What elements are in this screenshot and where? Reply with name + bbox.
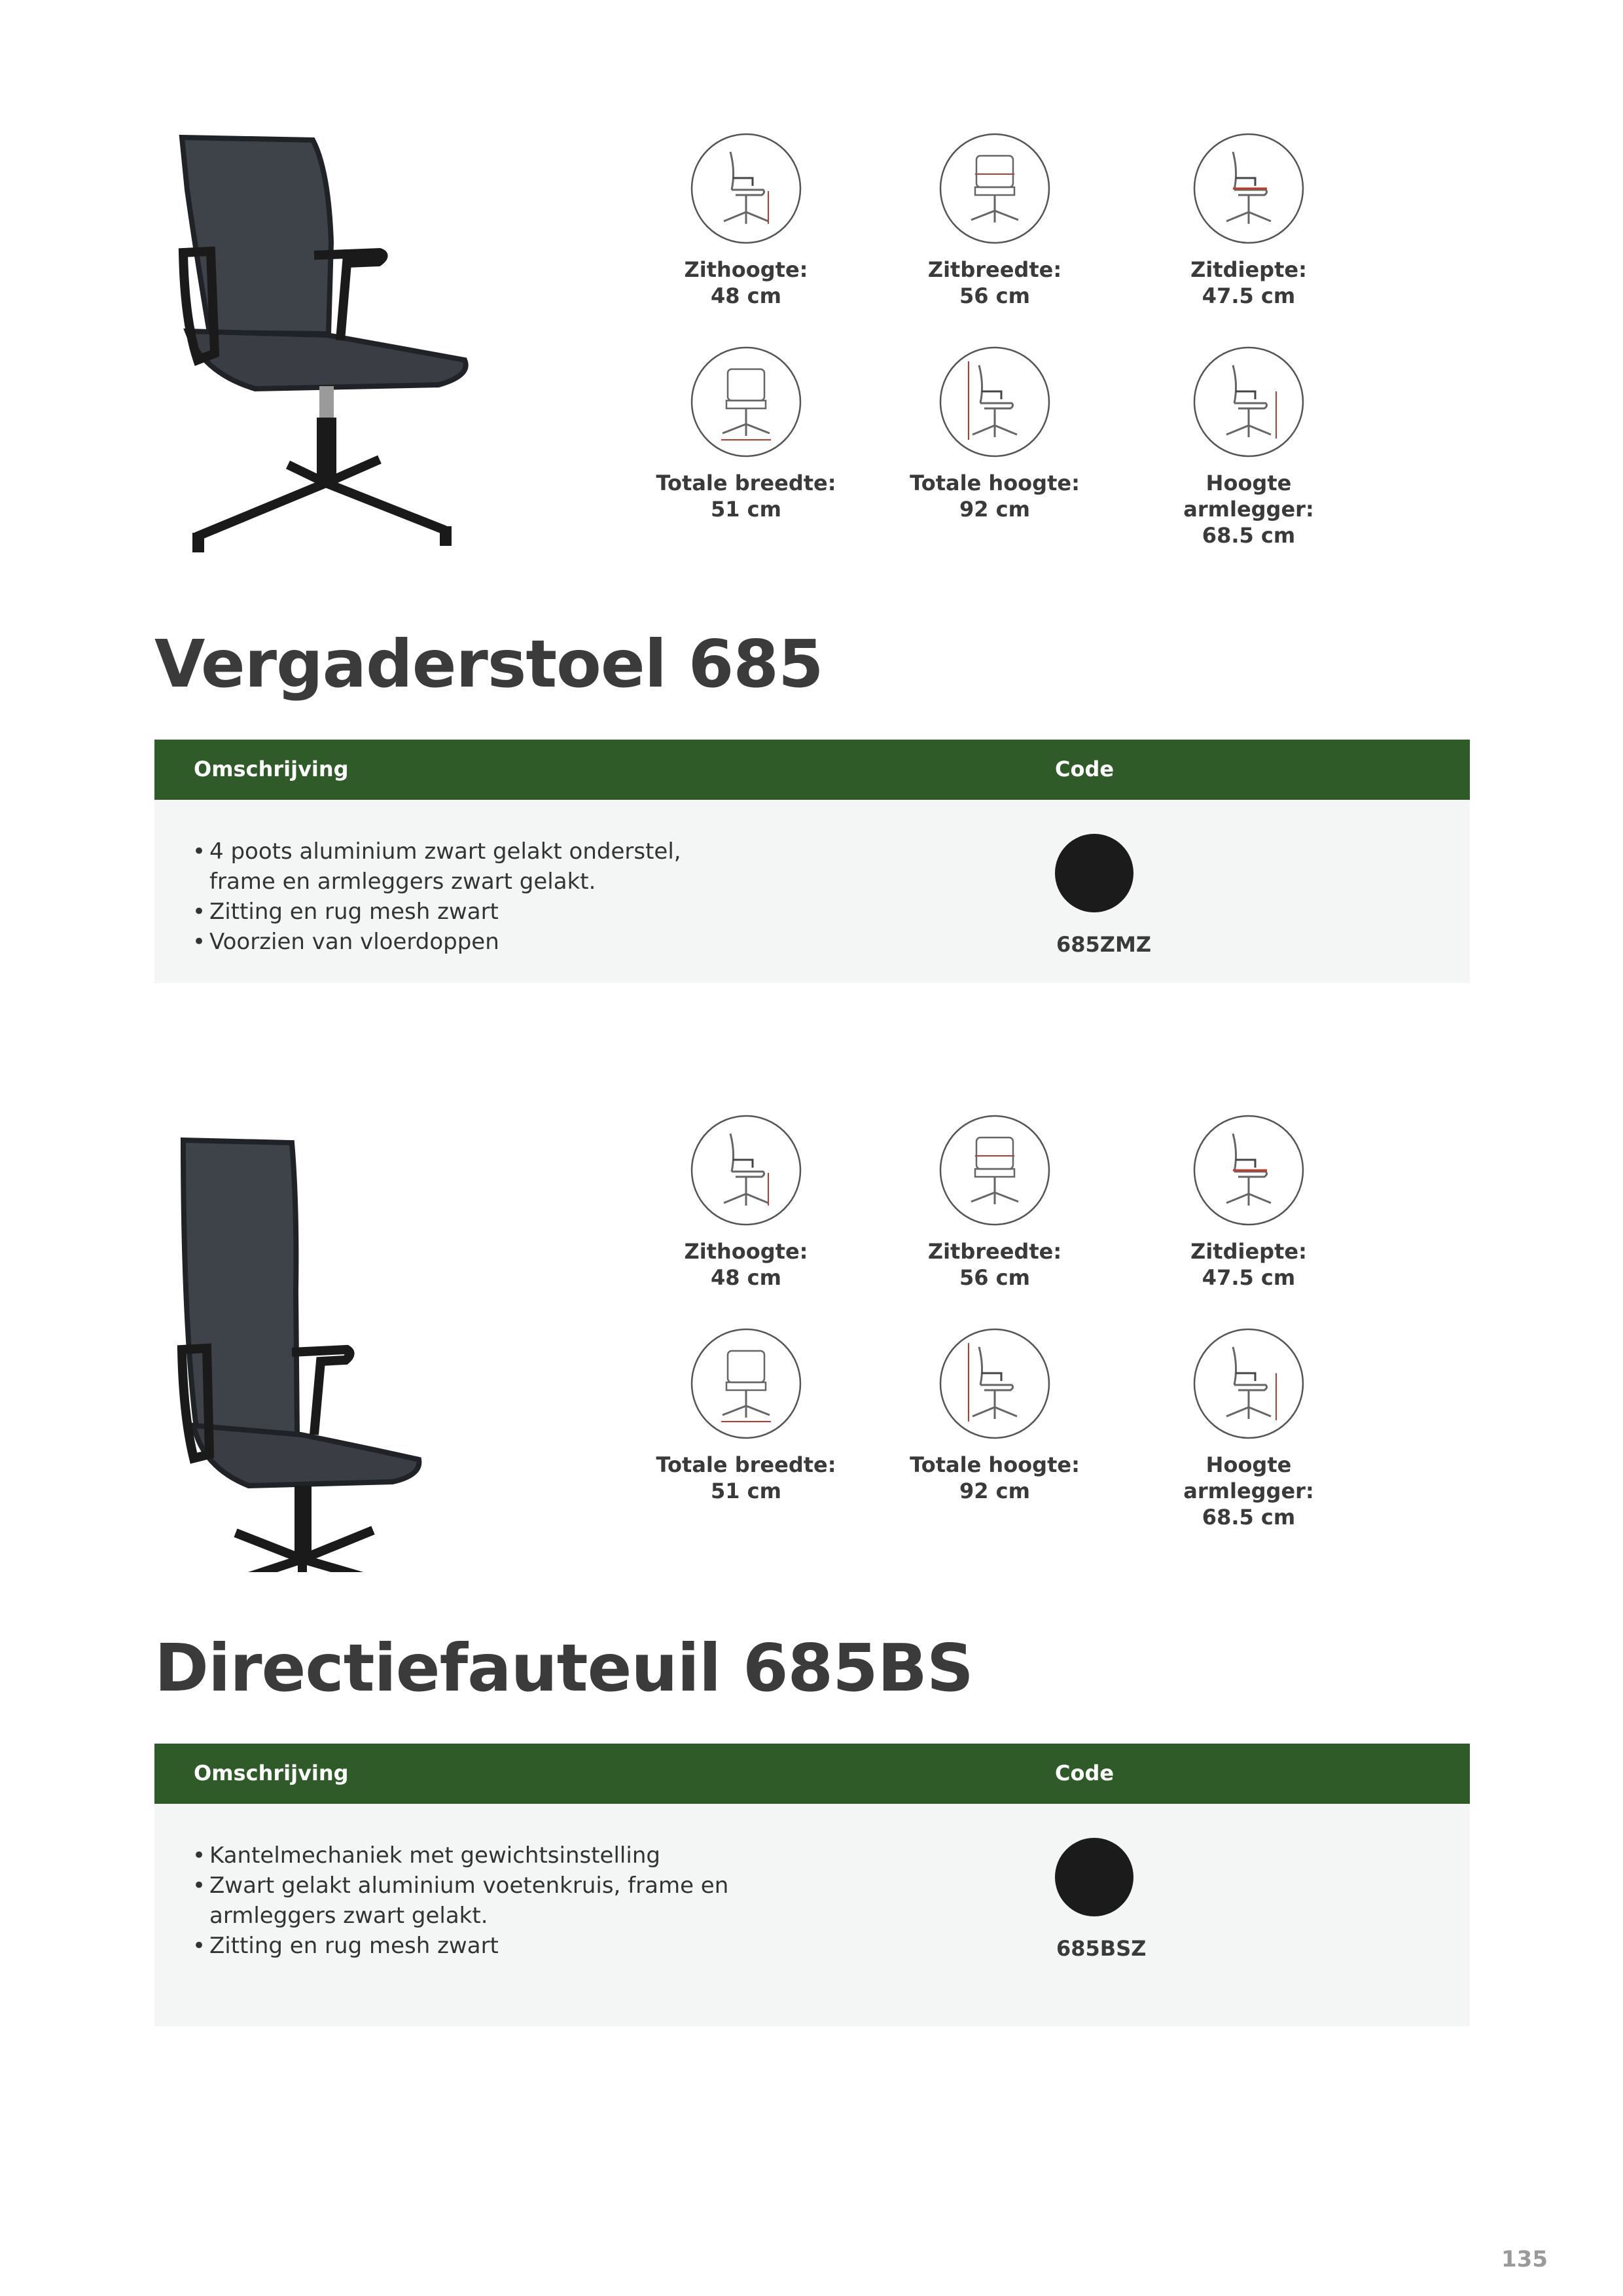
product-title: Vergaderstoel 685 — [154, 626, 823, 702]
dimension-seat-depth: Zitdiepte: 47.5 cm — [1144, 1114, 1353, 1291]
dimension-armrest-height: Hoogte armlegger: 68.5 cm — [1144, 346, 1353, 548]
list-item: • Voorzien van vloerdoppen — [192, 927, 681, 957]
product-code: 685ZMZ — [1056, 932, 1152, 957]
description-list — [192, 836, 681, 957]
list-item: • Zitting en rug mesh zwart — [192, 1931, 728, 1961]
dimension-armrest-height: Hoogte armlegger: 68.5 cm — [1144, 1327, 1353, 1530]
dimension-seat-width: Zitbreedte: 56 cm — [890, 132, 1099, 309]
seat-height-icon — [690, 132, 802, 245]
total-height-icon — [938, 1327, 1051, 1440]
product-code: 685BSZ — [1056, 1936, 1147, 1961]
armrest-height-icon — [1192, 346, 1305, 458]
seat-height-icon — [690, 1114, 802, 1227]
dimension-grid — [0, 0, 1623, 563]
description-list — [192, 1840, 728, 1961]
list-item: • 4 poots aluminium zwart gelakt onderstel, frame en armleggers zwart gelakt. — [192, 836, 681, 897]
product-table — [154, 740, 1470, 983]
total-height-icon — [938, 346, 1051, 458]
list-item: • Zwart gelakt aluminium voetenkruis, frame en armleggers zwart gelakt. — [192, 1871, 728, 1931]
total-width-icon — [690, 1327, 802, 1440]
table-row — [154, 1804, 1470, 2026]
armrest-height-icon — [1192, 1327, 1305, 1440]
product-table — [154, 1744, 1470, 2026]
seat-width-icon — [938, 1114, 1051, 1227]
dimension-total-width: Totale breedte: 51 cm — [641, 1327, 851, 1504]
color-swatch — [1055, 834, 1133, 912]
color-swatch — [1055, 1838, 1133, 1916]
list-item: • Zitting en rug mesh zwart — [192, 897, 681, 927]
total-width-icon — [690, 346, 802, 458]
column-description: Omschrijving — [194, 1761, 349, 1785]
seat-depth-icon — [1192, 132, 1305, 245]
dimension-seat-height: Zithoogte: 48 cm — [641, 132, 851, 309]
dimension-seat-height: Zithoogte: 48 cm — [641, 1114, 851, 1291]
dimension-seat-width: Zitbreedte: 56 cm — [890, 1114, 1099, 1291]
table-header — [154, 740, 1470, 800]
column-code: Code — [1055, 757, 1115, 781]
dimension-total-height: Totale hoogte: 92 cm — [890, 346, 1099, 522]
list-item: • Kantelmechaniek met gewichtsinstelling — [192, 1840, 728, 1871]
seat-depth-icon — [1192, 1114, 1305, 1227]
product-title: Directiefauteuil 685BS — [154, 1630, 973, 1706]
dimension-total-height: Totale hoogte: 92 cm — [890, 1327, 1099, 1504]
table-row — [154, 800, 1470, 983]
dimension-total-width: Totale breedte: 51 cm — [641, 346, 851, 522]
page-number: 135 — [1501, 2246, 1548, 2272]
table-header — [154, 1744, 1470, 1804]
seat-width-icon — [938, 132, 1051, 245]
dimension-grid — [0, 1003, 1623, 1566]
column-description: Omschrijving — [194, 757, 349, 781]
dimension-seat-depth: Zitdiepte: 47.5 cm — [1144, 132, 1353, 309]
column-code: Code — [1055, 1761, 1115, 1785]
